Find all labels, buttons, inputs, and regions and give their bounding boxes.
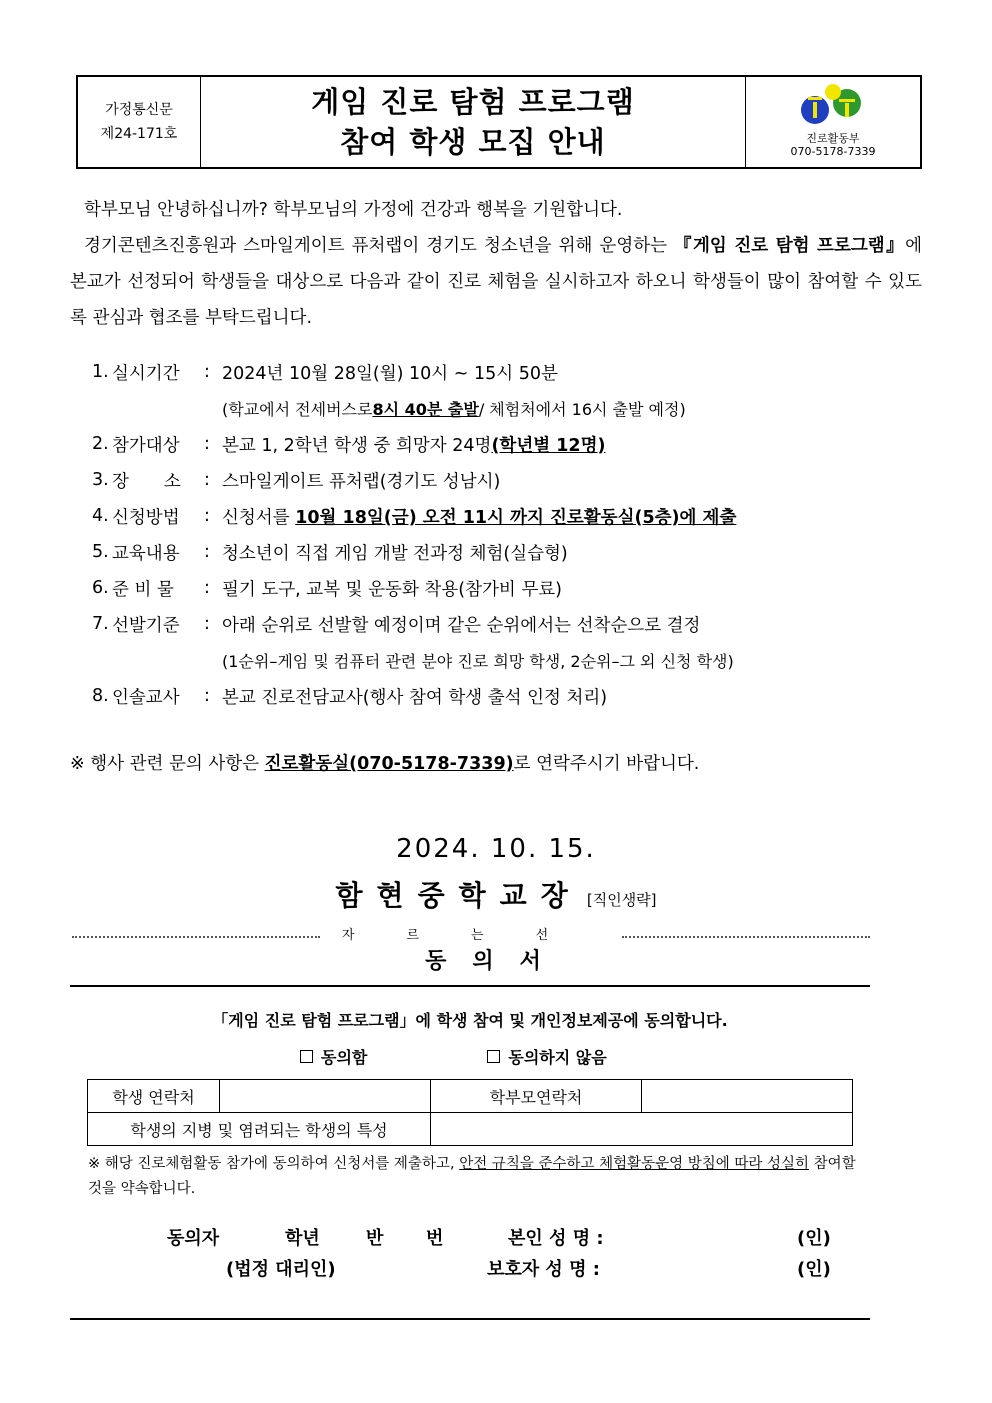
list-item: [92, 498, 932, 534]
grade-label[interactable]: 학년: [285, 1228, 320, 1249]
sub-note-b: / 체험처에서 16시 출발 예정): [478, 399, 686, 419]
item-value-emphasis: (학년별 12명): [491, 435, 606, 456]
item-label: 참가대상: [112, 435, 180, 456]
class-label[interactable]: 반: [366, 1228, 384, 1249]
student-contact-label: 학생 연락처: [88, 1080, 220, 1113]
disagree-checkbox[interactable]: [487, 1050, 500, 1063]
school-logo-icon: [800, 83, 866, 129]
consent-options: [300, 1045, 607, 1068]
item-colon: :: [204, 470, 210, 490]
parent-contact-label: 학부모연락처: [431, 1080, 642, 1113]
item-value-text: 신청서를: [222, 507, 296, 528]
item-number: 8.: [92, 686, 109, 706]
item-number: 4.: [92, 506, 109, 526]
item-label: 선발기준: [112, 615, 180, 636]
item-value: 청소년이 직접 게임 개발 전과정 체험(실습형): [222, 543, 568, 564]
principal-signature: [0, 874, 992, 914]
cut-line: [72, 924, 870, 943]
table-row: [88, 1080, 853, 1113]
table-row: [88, 1113, 853, 1146]
item-label: 신청방법: [112, 507, 180, 528]
item-value-text: 본교 1, 2학년 학생 중 희망자 24명: [222, 435, 492, 456]
title-line-2: 참여 학생 모집 안내: [340, 125, 606, 159]
contact-office: 진로활동실(070-5178-7339): [264, 754, 514, 774]
list-item: [92, 354, 932, 390]
cut-line-label: 자르는선: [341, 928, 601, 943]
intro-body-a: 경기콘텐츠진흥원과 스마일게이트 퓨처랩이 경기도 청소년을 위해 운영하는: [84, 236, 668, 256]
dept-name: 진로활동부: [806, 132, 860, 145]
page-title: [201, 77, 746, 167]
disagree-label: 동의하지 않음: [508, 1048, 607, 1067]
list-item: [92, 570, 932, 606]
item-value: 본교 진로전담교사(행사 참여 학생 출석 인정 처리): [222, 687, 608, 708]
pledge-a: ※ 해당 진로체험활동 참가에 동의하여 신청서를 제출하고,: [88, 1156, 460, 1172]
cut-dots-right: [622, 930, 870, 938]
item-value: 아래 순위로 선발할 예정이며 같은 순위에서는 선착순으로 결정: [222, 615, 701, 636]
pledge-text: [88, 1152, 868, 1202]
item-sub-note: (1순위–게임 및 컴퓨터 관련 분야 진로 희망 학생, 2순위–그 외 신청 학생): [222, 651, 734, 671]
intro-body: [70, 228, 922, 336]
issue-date: 2024. 10. 15.: [396, 834, 596, 864]
item-value: 2024년 10월 28일(월) 10시 ~ 15시 50분: [222, 363, 558, 384]
item-number: 1.: [92, 362, 109, 382]
item-colon: :: [204, 578, 210, 598]
item-label: 교육내용: [112, 543, 180, 564]
guardian-seal: (인): [797, 1259, 831, 1280]
list-item: [92, 426, 932, 462]
health-note-field[interactable]: [431, 1113, 853, 1146]
agree-option[interactable]: [300, 1045, 367, 1068]
header-box: [76, 75, 922, 169]
item-colon: :: [204, 362, 210, 382]
deadline-emphasis: 10월 18일(금) 오전 11시 까지 진로활동실(5층)에 제출: [295, 507, 737, 528]
item-number: 7.: [92, 614, 109, 634]
consent-statement: 「게임 진로 탐험 프로그램」에 학생 참여 및 개인정보제공에 동의합니다.: [212, 1011, 728, 1030]
item-colon: :: [204, 686, 210, 706]
doc-number: 제24-171호: [100, 126, 178, 142]
item-number: 6.: [92, 578, 109, 598]
contact-notice: [70, 750, 699, 775]
item-value: 스마일게이트 퓨처랩(경기도 성남시): [222, 471, 501, 492]
list-item: [92, 606, 932, 642]
sub-note-a: (학교에서 전세버스로: [222, 399, 373, 419]
title-line-1: 게임 진로 탐험 프로그램: [311, 85, 635, 119]
pledge-b: 참여할 것을 약속합니다.: [88, 1156, 856, 1197]
student-contact-field[interactable]: [220, 1080, 431, 1113]
seal-omitted: [직인생략]: [586, 891, 657, 909]
agree-checkbox[interactable]: [300, 1050, 313, 1063]
list-item: [92, 534, 932, 570]
item-label: 준 비 물: [112, 579, 174, 600]
bottom-divider: [70, 1318, 870, 1320]
dept-phone: 070-5178-7339: [790, 145, 876, 158]
self-seal: (인): [797, 1228, 831, 1249]
item-colon: :: [204, 434, 210, 454]
school-logo-area: [746, 77, 920, 167]
health-note-label: 학생의 지병 및 염려되는 학생의 특성: [88, 1113, 431, 1146]
info-list: [92, 354, 932, 714]
item-colon: :: [204, 614, 210, 634]
legal-rep-label: (법정 대리인): [226, 1259, 336, 1280]
parent-contact-field[interactable]: [642, 1080, 853, 1113]
intro-text: [70, 192, 922, 336]
item-number: 2.: [92, 434, 109, 454]
item-label: 실시기간: [112, 363, 180, 384]
agreer-label: 동의자: [167, 1228, 220, 1249]
item-colon: :: [204, 542, 210, 562]
item-label: 장 소: [112, 471, 181, 492]
cut-dots-left: [72, 930, 320, 938]
pledge-underlined: 안전 규칙을 준수하고 체험활동운영 방침에 따라 성실히: [459, 1156, 810, 1172]
guardian-name-label[interactable]: 보호자 성 명 :: [487, 1259, 600, 1280]
item-sub-note: [92, 390, 932, 426]
agree-label: 동의함: [321, 1048, 368, 1067]
item-number: 3.: [92, 470, 109, 490]
notice-b: 로 연락주시기 바랍니다.: [513, 754, 700, 774]
doc-info: [78, 77, 201, 167]
self-name-label[interactable]: 본인 성 명 :: [508, 1228, 604, 1249]
list-item: [92, 462, 932, 498]
contact-table: [87, 1079, 853, 1146]
list-item: [92, 678, 932, 714]
notice-a: ※ 행사 관련 문의 사항은: [70, 754, 265, 774]
intro-body-b: 에 본교가 선정되어 학생들을 대상으로 다음과 같이 진로 체험을 실시하고자 하오니 학생들이 많이 참여할 수 있도록 관심과 협조를 부탁드립니다.: [70, 236, 922, 328]
doc-type: 가정통신문: [105, 102, 173, 118]
item-number: 5.: [92, 542, 109, 562]
number-label[interactable]: 번: [426, 1228, 444, 1249]
divider: [70, 985, 870, 987]
consent-title: 동의서: [425, 949, 567, 974]
item-label: 인솔교사: [112, 687, 180, 708]
item-value: 필기 도구, 교복 및 운동화 착용(참가비 무료): [222, 579, 562, 600]
principal-name: 함현중학교장: [335, 879, 582, 912]
item-colon: :: [204, 506, 210, 526]
intro-greeting: 학부모님 안녕하십니까? 학부모님의 가정에 건강과 행복을 기원합니다.: [84, 200, 623, 220]
item-value: [222, 432, 606, 457]
item-value: [222, 504, 736, 529]
disagree-option[interactable]: [487, 1045, 606, 1068]
departure-time: 8시 40분 출발: [372, 399, 479, 419]
intro-program-name: 『게임 진로 탐험 프로그램』: [674, 236, 906, 256]
